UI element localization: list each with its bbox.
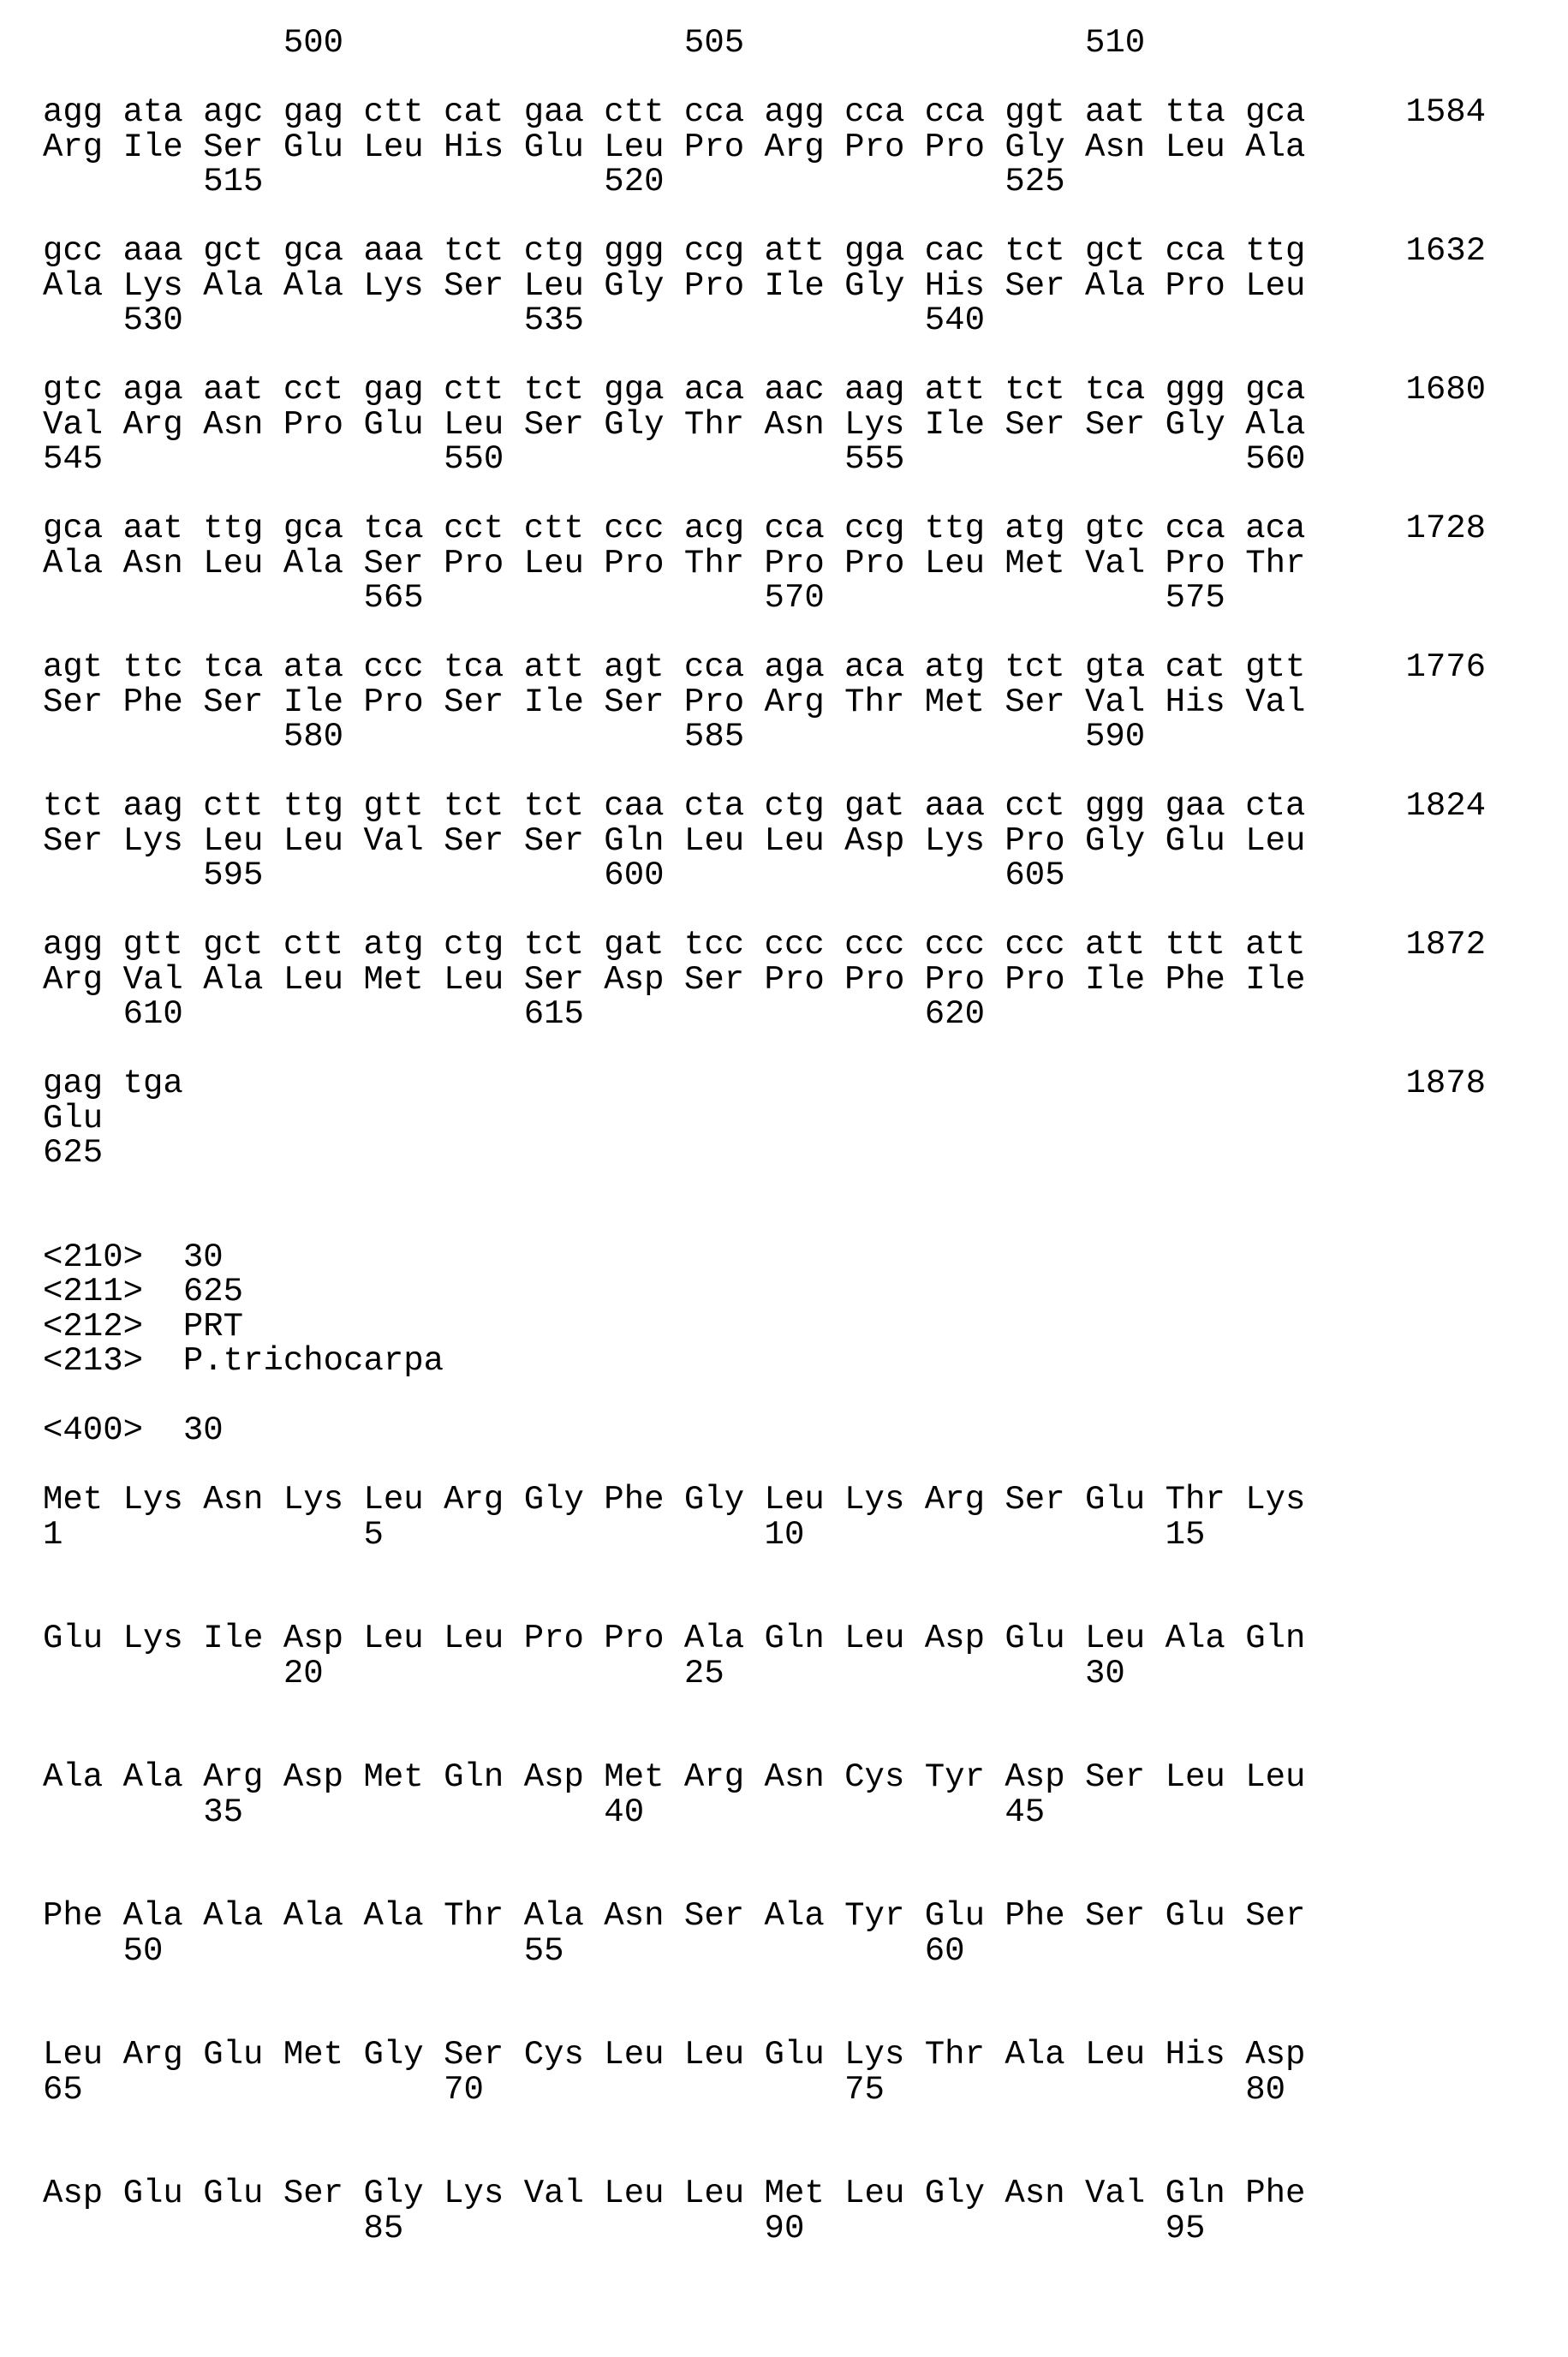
dna-sequence-block <box>43 95 1568 200</box>
amino-acid-line: Ala Lys Ala Ala Lys Ser Leu Gly Pro Ile Gly His Ser Ala Pro Leu <box>43 266 1306 305</box>
codon-line <box>43 234 1568 269</box>
codon-text: tct aag ctt ttg gtt tct tct caa cta ctg gat aaa cct ggg gaa cta <box>43 787 1306 825</box>
codon-line <box>43 95 1568 130</box>
codon-text: agt ttc tca ata ccc tca att agt cca aga aca atg tct gta cat gtt <box>43 648 1306 686</box>
numeric-identifier-tag: <211> <box>43 1273 144 1310</box>
codon-line <box>43 1066 1568 1101</box>
metadata-value: 625 <box>182 1273 244 1310</box>
metadata-value: 30 <box>182 1238 224 1276</box>
protein-sequence-block <box>43 1899 1568 1968</box>
dna-sequence-block <box>43 1066 1568 1171</box>
codon-text: agg ata agc gag ctt cat gaa ctt cca agg cca cca ggt aat tta gca <box>43 93 1306 131</box>
amino-acid-line: Arg Ile Ser Glu Leu His Glu Leu Pro Arg Pro Pro Gly Asn Leu Ala <box>43 128 1306 166</box>
amino-acid-line: Val Arg Asn Pro Glu Leu Ser Gly Thr Asn Lys Ile Ser Ser Gly Ala <box>43 405 1306 444</box>
amino-acid-line: Leu Arg Glu Met Gly Ser Cys Leu Leu Glu Lys Thr Ala Leu His Asp <box>43 2036 1306 2074</box>
residue-ruler-line: 530 535 540 <box>43 301 985 339</box>
metadata-line-210 <box>43 1240 1568 1275</box>
amino-acid-line: Arg Val Ala Leu Met Leu Ser Asp Ser Pro Pro Pro Pro Ile Phe Ile <box>43 960 1306 999</box>
amino-acid-line: Ala Ala Arg Asp Met Gln Asp Met Arg Asn Cys Tyr Asp Ser Leu Leu <box>43 1758 1306 1796</box>
nucleotide-position-number: 1878 <box>1405 1065 1487 1102</box>
nucleotide-position-number: 1632 <box>1405 232 1487 270</box>
residue-ruler-line: 625 <box>43 1134 104 1172</box>
residue-ruler-line: 85 90 95 <box>43 2209 1206 2247</box>
protein-sequence-block <box>43 2038 1568 2107</box>
codon-text: gcc aaa gct gca aaa tct ctg ggg ccg att gga cac tct gct cca ttg <box>43 232 1306 270</box>
nucleotide-position-number: 1872 <box>1405 926 1487 964</box>
amino-acid-line: Ala Asn Leu Ala Ser Pro Leu Pro Thr Pro Pro Leu Met Val Pro Thr <box>43 544 1306 582</box>
residue-ruler-line: 545 550 555 560 <box>43 440 1306 478</box>
nucleotide-position-number: 1680 <box>1405 371 1487 409</box>
nucleotide-position-number: 1824 <box>1405 787 1487 825</box>
metadata-line-213 <box>43 1344 1568 1379</box>
numeric-identifier-tag: <210> <box>43 1238 144 1276</box>
dna-sequence-block <box>43 234 1568 338</box>
codon-line <box>43 373 1568 408</box>
dna-sequence-block <box>43 511 1568 616</box>
protein-sequence-block <box>43 1483 1568 1552</box>
nucleotide-position-number: 1584 <box>1405 93 1487 131</box>
residue-ruler-line: 595 600 605 <box>43 856 1065 894</box>
residue-ruler-line: 515 520 525 <box>43 163 1065 200</box>
numeric-identifier-tag: <213> <box>43 1342 144 1380</box>
codon-line <box>43 511 1568 546</box>
codon-line <box>43 650 1568 685</box>
codon-text: gag tga <box>43 1065 183 1102</box>
amino-acid-line: Met Lys Asn Lys Leu Arg Gly Phe Gly Leu Lys Arg Ser Glu Thr Lys <box>43 1481 1306 1519</box>
metadata-value: 30 <box>182 1411 224 1449</box>
codon-line <box>43 928 1568 963</box>
residue-ruler-line: 610 615 620 <box>43 995 985 1033</box>
dna-sequence-block <box>43 373 1568 477</box>
residue-ruler-line: 1 5 10 15 <box>43 1515 1206 1554</box>
codon-text: gca aat ttg gca tca cct ctt ccc acg cca ccg ttg atg gtc cca aca <box>43 510 1306 547</box>
dna-sequence-block <box>43 928 1568 1032</box>
residue-ruler-line: 500 505 510 <box>43 24 1146 62</box>
amino-acid-line: Phe Ala Ala Ala Ala Thr Ala Asn Ser Ala Tyr Glu Phe Ser Glu Ser <box>43 1897 1306 1935</box>
metadata-line-211 <box>43 1274 1568 1310</box>
residue-ruler-line: 35 40 45 <box>43 1793 1046 1831</box>
metadata-value: P.trichocarpa <box>182 1342 444 1380</box>
nucleotide-position-number: 1776 <box>1405 648 1487 686</box>
protein-sequence-block <box>43 1760 1568 1829</box>
numeric-identifier-tag: <212> <box>43 1307 144 1346</box>
amino-acid-line: Glu Lys Ile Asp Leu Leu Pro Pro Ala Gln Leu Asp Glu Leu Ala Gln <box>43 1620 1306 1657</box>
amino-acid-line: Ser Lys Leu Leu Val Ser Ser Gln Leu Leu Asp Lys Pro Gly Glu Leu <box>43 821 1306 860</box>
residue-ruler-line: 50 55 60 <box>43 1931 965 1970</box>
protein-sequence-block <box>43 2176 1568 2246</box>
codon-text: gtc aga aat cct gag ctt tct gga aca aac aag att tct tca ggg gca <box>43 371 1306 409</box>
nucleotide-position-number: 1728 <box>1405 510 1487 547</box>
residue-ruler-line: 580 585 590 <box>43 718 1146 755</box>
amino-acid-line: Glu <box>43 1099 104 1137</box>
metadata-line-212 <box>43 1307 1568 1346</box>
metadata-value: PRT <box>182 1307 244 1346</box>
protein-sequence-block <box>43 1621 1568 1691</box>
residue-ruler-line: 65 70 75 80 <box>43 2070 1286 2109</box>
amino-acid-line: Asp Glu Glu Ser Gly Lys Val Leu Leu Met Leu Gly Asn Val Gln Phe <box>43 2175 1306 2212</box>
numeric-identifier-tag: <400> <box>43 1411 144 1449</box>
codon-text: agg gtt gct ctt atg ctg tct gat tcc ccc ccc ccc ccc att ttt att <box>43 926 1306 964</box>
metadata-line-400 <box>43 1413 1568 1448</box>
dna-sequence-block <box>43 789 1568 893</box>
amino-acid-line: Ser Phe Ser Ile Pro Ser Ile Ser Pro Arg Thr Met Ser Val His Val <box>43 683 1306 721</box>
residue-ruler-line: 20 25 30 <box>43 1654 1125 1692</box>
dna-sequence-block <box>43 650 1568 755</box>
codon-line <box>43 789 1568 824</box>
residue-ruler-line: 565 570 575 <box>43 579 1225 617</box>
